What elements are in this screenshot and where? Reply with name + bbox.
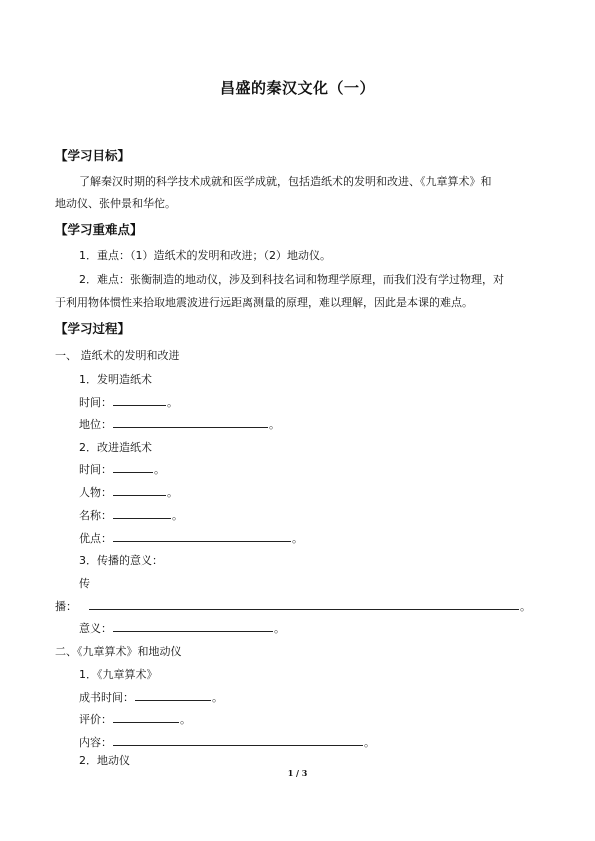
content-blank[interactable]: [113, 734, 363, 746]
meaning-label: 意义：: [79, 622, 112, 635]
page-title: 昌盛的秦汉文化（一）: [219, 79, 375, 97]
improve-merit-blank[interactable]: [113, 530, 291, 542]
invent-status-row: [79, 416, 280, 432]
period: 。: [520, 600, 531, 613]
period: 。: [172, 509, 183, 522]
process-heading: 【学习过程】: [55, 321, 131, 336]
improve-name-row: [79, 507, 183, 523]
book-time-row: [79, 689, 223, 705]
eval-blank[interactable]: [113, 711, 179, 723]
spread-row: [55, 598, 531, 614]
period: 。: [292, 532, 303, 545]
goal-heading: 【学习目标】: [55, 148, 131, 163]
improve-merit-row: [79, 530, 303, 546]
key-point1: 1．重点：（1）造纸术的发明和改进；（2）地动仪。: [79, 249, 331, 262]
period: 。: [364, 736, 375, 749]
improve-name-label: 名称：: [79, 509, 112, 522]
period: 。: [269, 418, 280, 431]
improve-time-blank[interactable]: [113, 461, 153, 473]
key-point2-line2: 于利用物体惯性来拾取地震波进行远距离测量的原理，难以理解，因此是本课的难点。: [55, 296, 473, 309]
invent-status-label: 地位：: [79, 418, 112, 431]
improve-time-row: [79, 461, 165, 477]
invent-time-label: 时间：: [79, 396, 112, 409]
book-time-label: 成书时间：: [79, 691, 134, 704]
eval-row: [79, 711, 191, 727]
period: 。: [167, 396, 178, 409]
content-label: 内容：: [79, 736, 112, 749]
part1-sub1: 1．发明造纸术: [79, 373, 152, 386]
part2-sub2: 2．地动仪: [79, 754, 130, 767]
improve-person-blank[interactable]: [113, 484, 166, 496]
key-point2-line1: 2．难点：张衡制造的地动仪，涉及到科技名词和物理学原理，而我们没有学过物理，对: [79, 273, 504, 286]
invent-time-row: [79, 394, 178, 410]
improve-person-label: 人物：: [79, 486, 112, 499]
period: 。: [180, 713, 191, 726]
improve-name-blank[interactable]: [113, 507, 171, 519]
part2-title: 二、《九章算术》和地动仪: [55, 645, 182, 658]
goal-text-line1: 了解秦汉时期的科学技术成就和医学成就，包括造纸术的发明和改进、《九章算术》和: [79, 175, 492, 188]
spread-label-a: 传: [79, 577, 90, 590]
eval-label: 评价：: [79, 713, 112, 726]
period: 。: [212, 691, 223, 704]
spread-label-b: 播：: [55, 600, 77, 613]
period: 。: [154, 463, 165, 476]
goal-text-line2: 地动仪、张仲景和华佗。: [55, 197, 176, 210]
invent-status-blank[interactable]: [113, 416, 268, 428]
part1-title: 一、 造纸术的发明和改进: [55, 349, 180, 362]
meaning-row: [79, 620, 285, 636]
period: 。: [167, 486, 178, 499]
part1-sub2: 2．改进造纸术: [79, 441, 152, 454]
part2-sub1: 1．《九章算术》: [79, 668, 158, 681]
meaning-blank[interactable]: [113, 620, 273, 632]
period: 。: [274, 622, 285, 635]
improve-time-label: 时间：: [79, 463, 112, 476]
content-row: [79, 734, 375, 750]
page-number: 1 / 3: [287, 768, 308, 778]
part1-sub3: 3．传播的意义：: [79, 554, 163, 567]
improve-merit-label: 优点：: [79, 532, 112, 545]
improve-person-row: [79, 484, 178, 500]
spread-blank[interactable]: [89, 598, 519, 610]
key-heading: 【学习重难点】: [55, 222, 143, 237]
invent-time-blank[interactable]: [113, 394, 166, 406]
book-time-blank[interactable]: [135, 689, 211, 701]
